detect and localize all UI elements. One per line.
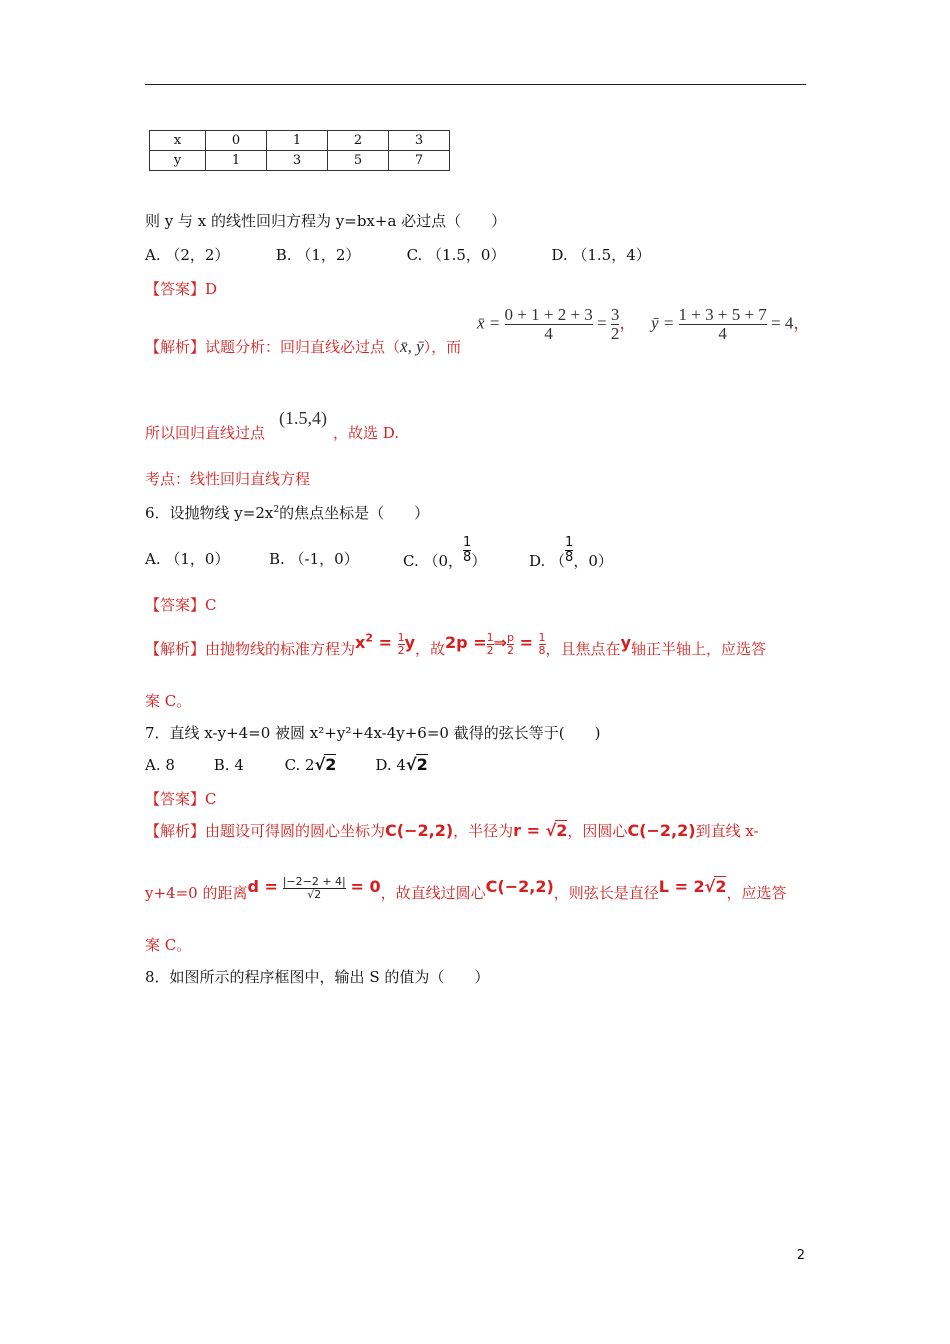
header-rule xyxy=(145,84,806,85)
q7-analysis: 【解析】由题设可得圆的圆心坐标为C(−2,2)，半径为r = √2，因圆心C(−2,2)到直线 x- xyxy=(145,821,759,840)
answer-tag: 【答案】 xyxy=(145,280,206,298)
q5-kaodian: 考点：线性回归直线方程 xyxy=(145,470,311,488)
option-b: B. （-1，0） xyxy=(269,550,359,568)
q8-stem: 8．如图所示的程序框图中，输出 S 的值为（ ） xyxy=(145,968,490,986)
q6-analysis: 【解析】由抛物线的标准方程为$x^2$ = $\frac{1}{2}$ y，故2p = $\frac{1}{2}$ ⇒ $\frac{p}{2}$ = $\frac{1}{8}$ ，且焦点在y轴正半轴上，应选答 xyxy=(145,631,767,659)
table-cell: 3 xyxy=(389,131,450,151)
table-cell: 3 xyxy=(267,151,328,171)
table-cell: 2 xyxy=(328,131,389,151)
answer-value: D xyxy=(205,280,218,298)
option-b: B. 4 xyxy=(213,756,244,774)
page-number: 2 xyxy=(796,1248,805,1263)
data-table xyxy=(149,130,450,171)
q5-options xyxy=(145,244,651,265)
option-d: D. （ $\frac{1}{8}$ ，0） xyxy=(529,535,613,571)
q7-options xyxy=(145,754,428,774)
q7-stem: 7．直线 x-y+4=0 被圆 x²+y²+4x-4y+6=0 截得的弦长等于( ) xyxy=(145,724,601,742)
q7-analysis-line2: y+4=0 的距离d = $\frac{|-2-2 + 4|}{√2}$ = 0，故直线过圆心C(−2,2)，则弦长是直径L = 2√2，应选答 xyxy=(145,875,787,903)
option-c: C. （0， $\frac{1}{8}$ ） xyxy=(403,535,487,571)
q5-answer xyxy=(145,278,217,299)
option-c: C. 2√2 xyxy=(284,755,337,774)
xbar-formula: x̄ = $\frac{0 + 1 + 2 + 3}{4}$ = $\frac{3}{2}$ ， xyxy=(477,305,637,343)
table-cell: 5 xyxy=(328,151,389,171)
option-a: A. （2，2） xyxy=(145,246,230,264)
option-a: A. 8 xyxy=(145,756,175,774)
table-row xyxy=(150,131,450,151)
option-c: C. （1.5，0） xyxy=(406,246,506,264)
table-cell: y xyxy=(150,151,206,171)
q6-answer: 【答案】C xyxy=(145,596,217,614)
option-d: D. （1.5，4） xyxy=(551,246,651,264)
table-cell: 0 xyxy=(206,131,267,151)
q5-stem: 则 y 与 x 的线性回归方程为 y=bx+a 必过点（ ） xyxy=(145,212,507,230)
option-a: A. （1，0） xyxy=(145,550,230,568)
ybar-formula: ȳ = $\frac{1 + 3 + 5 + 7}{4}$ = 4， xyxy=(651,305,811,343)
option-d: D. 4√2 xyxy=(375,755,428,774)
q6-analysis-cont: 案 C。 xyxy=(145,692,192,710)
analysis-text: 【解析】试题分析：回归直线必过点（x̄, ȳ），而 xyxy=(145,337,462,356)
table-row xyxy=(150,151,450,171)
q6-stem: 6．设抛物线 $y=2x^2$的焦点坐标是（ ） xyxy=(145,504,430,522)
table-cell: 1 xyxy=(206,151,267,171)
q7-analysis-cont: 案 C。 xyxy=(145,936,192,954)
table-cell: x xyxy=(150,131,206,151)
table-cell: 7 xyxy=(389,151,450,171)
q7-answer: 【答案】C xyxy=(145,790,217,808)
point-formula: (1.5,4) xyxy=(279,408,327,428)
table-cell: 1 xyxy=(267,131,328,151)
option-b: B. （1，2） xyxy=(275,246,361,264)
